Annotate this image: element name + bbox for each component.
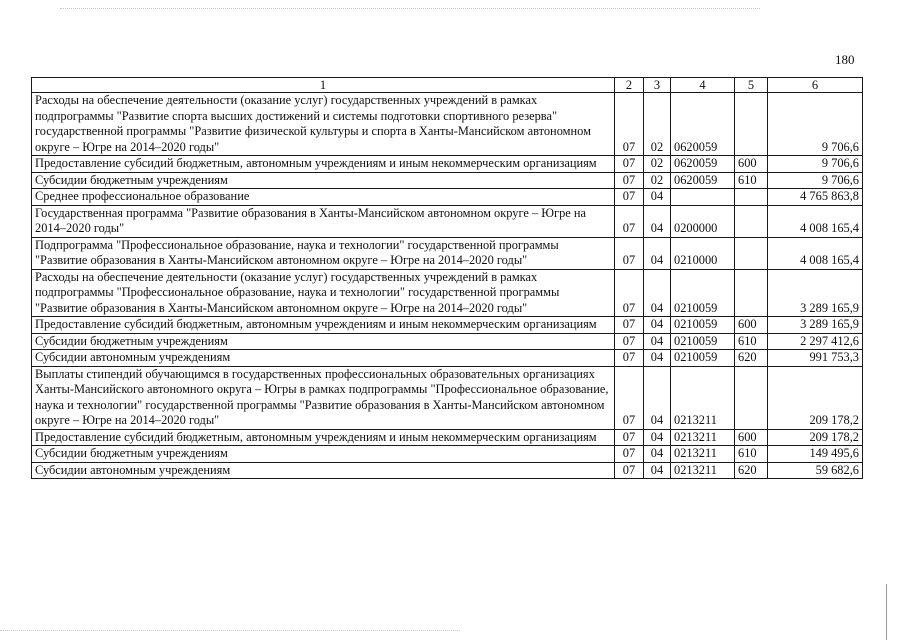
- cell-csr: 0213211: [671, 366, 735, 429]
- cell-csr: 0200000: [671, 205, 735, 237]
- cell-amount: 149 495,6: [768, 446, 863, 463]
- cell-csr: 0210059: [671, 317, 735, 334]
- cell-pr: 02: [644, 156, 671, 173]
- cell-vr: 610: [735, 333, 768, 350]
- cell-name: Расходы на обеспечение деятельности (оказание услуг) государственных учреждений в рамках подпрограммы "Развитие спорта высших достижений и системы подготовки спортивного резерва" государственной программы "Развитие физической культуры и спорта в Ханты-Мансийском автономном округе – Югре на 2014–2020 годы": [32, 93, 615, 156]
- cell-vr: 610: [735, 446, 768, 463]
- cell-pr: 04: [644, 462, 671, 479]
- cell-name: Расходы на обеспечение деятельности (оказание услуг) государственных учреждений в рамках подпрограммы "Профессиональное образование, наука и технологии" государственной программы "Развитие образования в Ханты-Мансийском автономном округе – Югре на 2014–2020 годы": [32, 269, 615, 317]
- cell-pr: 04: [644, 317, 671, 334]
- header-pr: 3: [644, 78, 671, 93]
- cell-pr: 04: [644, 237, 671, 269]
- table-row: [32, 237, 863, 269]
- cell-name: Государственная программа "Развитие образования в Ханты-Мансийском автономном округе – Югре на 2014–2020 годы": [32, 205, 615, 237]
- cell-pr: 04: [644, 269, 671, 317]
- cell-vr: [735, 189, 768, 206]
- cell-rz: 07: [615, 93, 644, 156]
- table-row: [32, 317, 863, 334]
- header-vr: 5: [735, 78, 768, 93]
- cell-name: Субсидии бюджетным учреждениям: [32, 333, 615, 350]
- table-row: [32, 429, 863, 446]
- cell-vr: 620: [735, 350, 768, 367]
- table-row: [32, 462, 863, 479]
- cell-rz: 07: [615, 189, 644, 206]
- cell-vr: [735, 269, 768, 317]
- cell-vr: [735, 237, 768, 269]
- cell-csr: [671, 189, 735, 206]
- cell-rz: 07: [615, 429, 644, 446]
- table-row: [32, 366, 863, 429]
- cell-pr: 02: [644, 93, 671, 156]
- cell-vr: 600: [735, 429, 768, 446]
- scan-artifact-top: [60, 8, 760, 11]
- cell-amount: 209 178,2: [768, 366, 863, 429]
- cell-csr: 0213211: [671, 462, 735, 479]
- cell-csr: 0213211: [671, 429, 735, 446]
- table-row: [32, 156, 863, 173]
- table-row: [32, 350, 863, 367]
- cell-name: Предоставление субсидий бюджетным, автономным учреждениям и иным некоммерческим организациям: [32, 156, 615, 173]
- cell-csr: 0210059: [671, 350, 735, 367]
- cell-vr: [735, 93, 768, 156]
- cell-name: Субсидии автономным учреждениям: [32, 462, 615, 479]
- cell-vr: 600: [735, 156, 768, 173]
- cell-csr: 0620059: [671, 93, 735, 156]
- cell-rz: 07: [615, 269, 644, 317]
- scan-artifact-bottom: [0, 630, 460, 633]
- table-row: [32, 269, 863, 317]
- cell-rz: 07: [615, 205, 644, 237]
- cell-name: Среднее профессиональное образование: [32, 189, 615, 206]
- table-body: [32, 93, 863, 479]
- cell-amount: 3 289 165,9: [768, 317, 863, 334]
- cell-amount: 4 008 165,4: [768, 205, 863, 237]
- cell-name: Субсидии бюджетным учреждениям: [32, 172, 615, 189]
- cell-amount: 991 753,3: [768, 350, 863, 367]
- cell-vr: 610: [735, 172, 768, 189]
- cell-pr: 04: [644, 333, 671, 350]
- cell-pr: 04: [644, 429, 671, 446]
- cell-name: Выплаты стипендий обучающимся в государственных профессиональных образовательных организациях Ханты-Мансийского автономного округа – Югры в рамках подпрограммы "Профессиональное образование, наука и технологии" государственной программы "Развитие образования в Ханты-Мансийском автономном округе – Югре на 2014–2020 годы": [32, 366, 615, 429]
- cell-rz: 07: [615, 462, 644, 479]
- page-number: 180: [835, 52, 855, 67]
- cell-name: Предоставление субсидий бюджетным, автономным учреждениям и иным некоммерческим организациям: [32, 429, 615, 446]
- cell-amount: 3 289 165,9: [768, 269, 863, 317]
- cell-csr: 0210059: [671, 269, 735, 317]
- scan-artifact-edge: [886, 584, 887, 640]
- table-row: [32, 333, 863, 350]
- cell-rz: 07: [615, 172, 644, 189]
- cell-csr: 0210000: [671, 237, 735, 269]
- header-rz: 2: [615, 78, 644, 93]
- cell-rz: 07: [615, 237, 644, 269]
- budget-table: [31, 77, 863, 479]
- header-name: 1: [32, 78, 615, 93]
- cell-pr: 04: [644, 446, 671, 463]
- cell-rz: 07: [615, 446, 644, 463]
- cell-name: Субсидии автономным учреждениям: [32, 350, 615, 367]
- cell-vr: [735, 205, 768, 237]
- cell-pr: 04: [644, 189, 671, 206]
- cell-pr: 04: [644, 350, 671, 367]
- cell-name: Подпрограмма "Профессиональное образование, наука и технологии" государственной программы "Развитие образования в Ханты-Мансийском автономном округе – Югре на 2014–2020 годы": [32, 237, 615, 269]
- cell-csr: 0620059: [671, 172, 735, 189]
- table-row: [32, 189, 863, 206]
- cell-vr: [735, 366, 768, 429]
- cell-pr: 02: [644, 172, 671, 189]
- cell-amount: 2 297 412,6: [768, 333, 863, 350]
- cell-rz: 07: [615, 333, 644, 350]
- cell-name: Предоставление субсидий бюджетным, автономным учреждениям и иным некоммерческим организациям: [32, 317, 615, 334]
- cell-amount: 209 178,2: [768, 429, 863, 446]
- cell-amount: 9 706,6: [768, 156, 863, 173]
- cell-name: Субсидии бюджетным учреждениям: [32, 446, 615, 463]
- cell-csr: 0620059: [671, 156, 735, 173]
- cell-rz: 07: [615, 366, 644, 429]
- table-row: [32, 172, 863, 189]
- table-row: [32, 93, 863, 156]
- cell-amount: 4 008 165,4: [768, 237, 863, 269]
- cell-amount: 9 706,6: [768, 93, 863, 156]
- cell-csr: 0210059: [671, 333, 735, 350]
- cell-amount: 9 706,6: [768, 172, 863, 189]
- cell-rz: 07: [615, 317, 644, 334]
- header-row: [32, 78, 863, 93]
- cell-vr: 620: [735, 462, 768, 479]
- cell-vr: 600: [735, 317, 768, 334]
- cell-csr: 0213211: [671, 446, 735, 463]
- header-csr: 4: [671, 78, 735, 93]
- table-row: [32, 205, 863, 237]
- table-row: [32, 446, 863, 463]
- cell-pr: 04: [644, 366, 671, 429]
- cell-rz: 07: [615, 156, 644, 173]
- cell-amount: 59 682,6: [768, 462, 863, 479]
- header-amount: 6: [768, 78, 863, 93]
- cell-pr: 04: [644, 205, 671, 237]
- cell-amount: 4 765 863,8: [768, 189, 863, 206]
- cell-rz: 07: [615, 350, 644, 367]
